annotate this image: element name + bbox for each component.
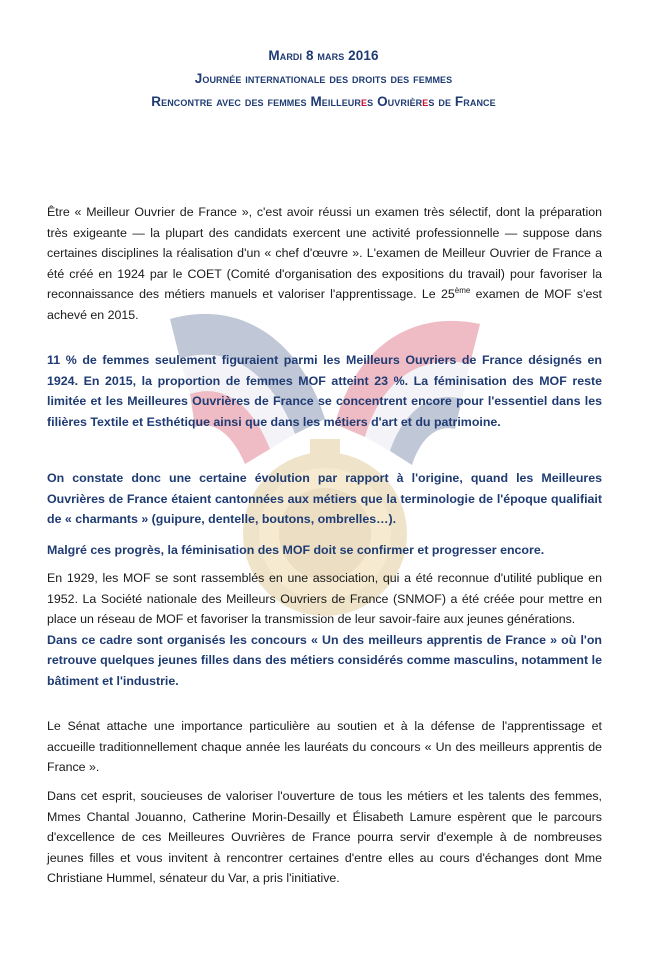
p5-normal-text: En 1929, les MOF se sont rassemblés en une association, qui a été reconnue d'utilité publique en 1952. La Société nationale des Meilleurs Ouvriers de France (SNMOF) a été créée pour mettre en place un réseau de MOF et favoriser la transmission de leur savoir-faire aux jeunes générations. xyxy=(47,571,602,626)
p5-bold-text: Dans ce cadre sont organisés les concours « Un des meilleurs apprentis de France » où l'on retrouve quelques jeunes filles dans des métiers considérés comme masculins, notamment le bâtiment et l'industrie. xyxy=(47,632,602,688)
paragraph-6 xyxy=(47,716,602,778)
header-meeting-part3: s de France xyxy=(428,94,496,109)
p2-text: 11 % de femmes seulement figuraient parmi les Meilleurs Ouvriers de France désignés en 1924. En 2015, la proportion de femmes MOF atteint 23 %. La féminisation des MOF reste limitée et les Meilleures Ouvrières de France se concentrent encore pour l'essentiel dans les filières Textile et Esthétique ainsi que dans les métiers d'art et du patrimoine. xyxy=(47,353,602,429)
document-content xyxy=(0,44,647,885)
paragraph-3 xyxy=(47,468,602,530)
document-header xyxy=(0,44,647,113)
p3-text: On constate donc une certaine évolution par rapport à l'origine, quand les Meilleures Ouvrières de France étaient cantonnées aux métiers que la terminologie de l'époque qualifiait de « charmants » (guipure, dentelle, boutons, ombrelles…). xyxy=(47,471,602,526)
p6-text: Le Sénat attache une importance particulière au soutien et à la défense de l'apprentissage et accueille traditionnellement chaque année les lauréats du concours « Un des meilleurs apprentis de France ». xyxy=(47,719,602,774)
p1-main-text: Être « Meilleur Ouvrier de France », c'est avoir réussi un examen très sélectif, dont la préparation très exigeante — la plupart des candidats exercent une activité professionnelle — suppose dans certaines disciplines la réalisation d'un « chef d'œuvre ». L'examen de Meilleur Ouvrier de France a été créé en 1924 par le COET (Comité d'organisation des expositions du travail) pour favoriser la reconnaissance des métiers manuels et valoriser l'apprentissage. Le 25 xyxy=(47,205,602,301)
p1-superscript: ème xyxy=(454,286,471,295)
paragraph-5 xyxy=(47,568,602,691)
medal-clasp xyxy=(310,439,340,459)
header-accent-e1: e xyxy=(361,94,368,109)
header-meeting-part1: Rencontre avec des femmes Meilleur xyxy=(151,94,361,109)
header-meeting xyxy=(0,90,647,113)
header-date: Mardi 8 mars 2016 xyxy=(268,48,379,63)
paragraph-4 xyxy=(47,540,602,561)
header-accent-e2: e xyxy=(422,94,429,109)
document-page xyxy=(0,44,647,963)
p4-text: Malgré ces progrès, la féminisation des MOF doit se confirmer et progresser encore. xyxy=(47,543,545,557)
header-event: Journée internationale des droits des femmes xyxy=(194,71,453,86)
header-meeting-part2: s Ouvrièr xyxy=(367,94,423,109)
paragraph-1 xyxy=(47,202,602,325)
p7-text: Dans cet esprit, soucieuses de valoriser l'ouverture de tous les métiers et les talents des femmes, Mmes Chantal Jouanno, Catherine Morin-Desailly et Élisabeth Lamure espèrent que le parcours d'excellence de ces Meilleures Ouvrières de France pourra servir d'exemple à de nombreuses jeunes filles et vous invitent à rencontrer certaines d'entre elles au cours d'échanges dont Mme Christiane Hummel, sénateur du Var, a pris l'initiative. xyxy=(47,789,602,885)
p1-end-text: examen de MOF s'est achevé en 2015. xyxy=(47,287,602,322)
paragraph-7 xyxy=(47,786,602,889)
paragraph-2 xyxy=(47,350,602,432)
